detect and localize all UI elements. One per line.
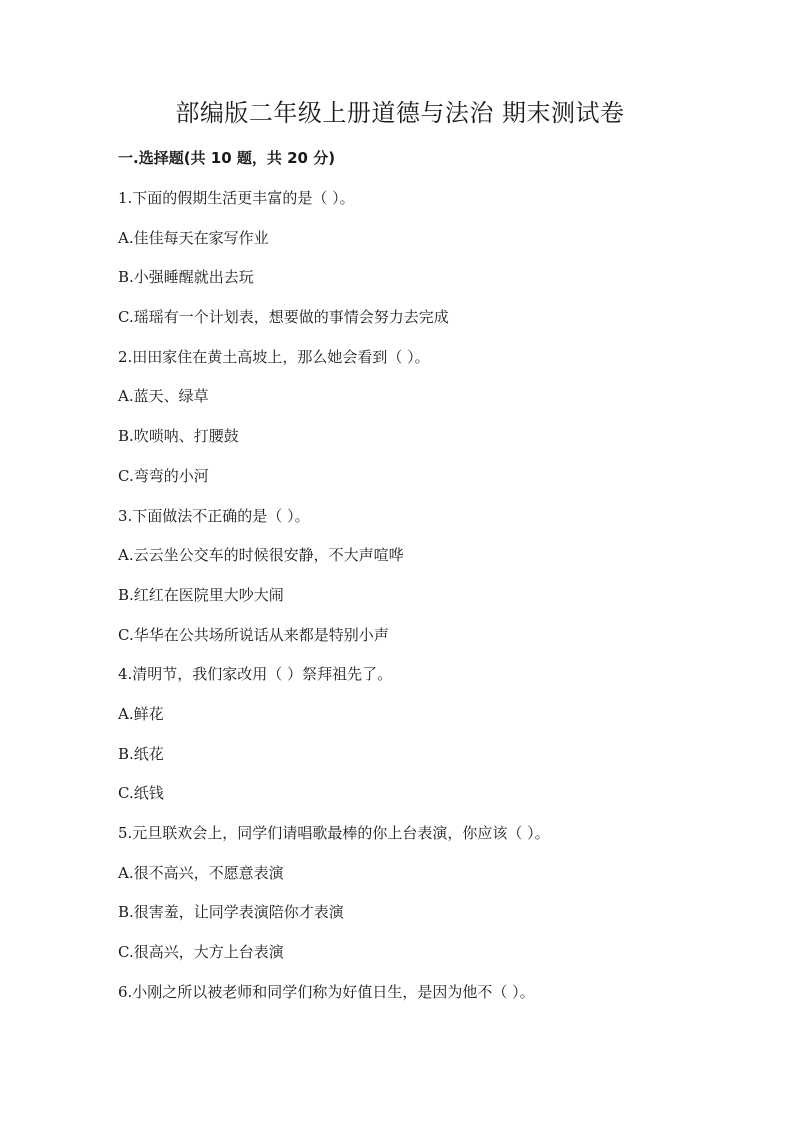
question-2-option-b: B.吹唢呐、打腰鼓 <box>118 427 239 446</box>
question-4-option-a: A.鲜花 <box>118 704 164 723</box>
question-3-option-a: A.云云坐公交车的时候很安静，不大声喧哗 <box>118 546 404 565</box>
question-1-option-c: C.瑶瑶有一个计划表，想要做的事情会努力去完成 <box>118 308 449 327</box>
question-1-stem: 1.下面的假期生活更丰富的是（ ）。 <box>118 189 355 207</box>
question-1-option-a: A.佳佳每天在家写作业 <box>118 228 269 247</box>
question-3-stem: 3.下面做法不正确的是（ ）。 <box>118 506 310 525</box>
page-title: 部编版二年级上册道德与法治 期末测试卷 <box>175 99 625 127</box>
question-5-option-a: A.很不高兴，不愿意表演 <box>118 863 284 882</box>
question-6-stem: 6.小刚之所以被老师和同学们称为好值日生，是因为他不（ ）。 <box>118 982 535 1001</box>
question-3-option-c: C.华华在公共场所说话从来都是特别小声 <box>118 625 389 644</box>
question-4-option-b: B.纸花 <box>118 744 164 763</box>
question-4-stem: 4.清明节，我们家改用（ ）祭拜祖先了。 <box>118 665 393 684</box>
question-2-stem: 2.田田家住在黄土高坡上，那么她会看到（ ）。 <box>118 347 430 366</box>
question-2-option-a: A.蓝天、绿草 <box>118 387 209 406</box>
question-2-option-c: C.弯弯的小河 <box>118 466 209 485</box>
question-list <box>118 187 738 1020</box>
section-heading: 一.选择题(共 10 题，共 20 分) <box>118 149 336 167</box>
question-5-stem: 5.元旦联欢会上，同学们请唱歌最棒的你上台表演，你应该（ ）。 <box>118 824 550 842</box>
question-4-option-c: C.纸钱 <box>118 784 164 803</box>
question-5-option-b: B.很害羞，让同学表演陪你才表演 <box>118 903 344 922</box>
question-3-option-b: B.红红在医院里大吵大闹 <box>118 585 284 604</box>
question-5-option-c: C.很高兴，大方上台表演 <box>118 943 284 962</box>
question-1-option-b: B.小强睡醒就出去玩 <box>118 268 254 287</box>
